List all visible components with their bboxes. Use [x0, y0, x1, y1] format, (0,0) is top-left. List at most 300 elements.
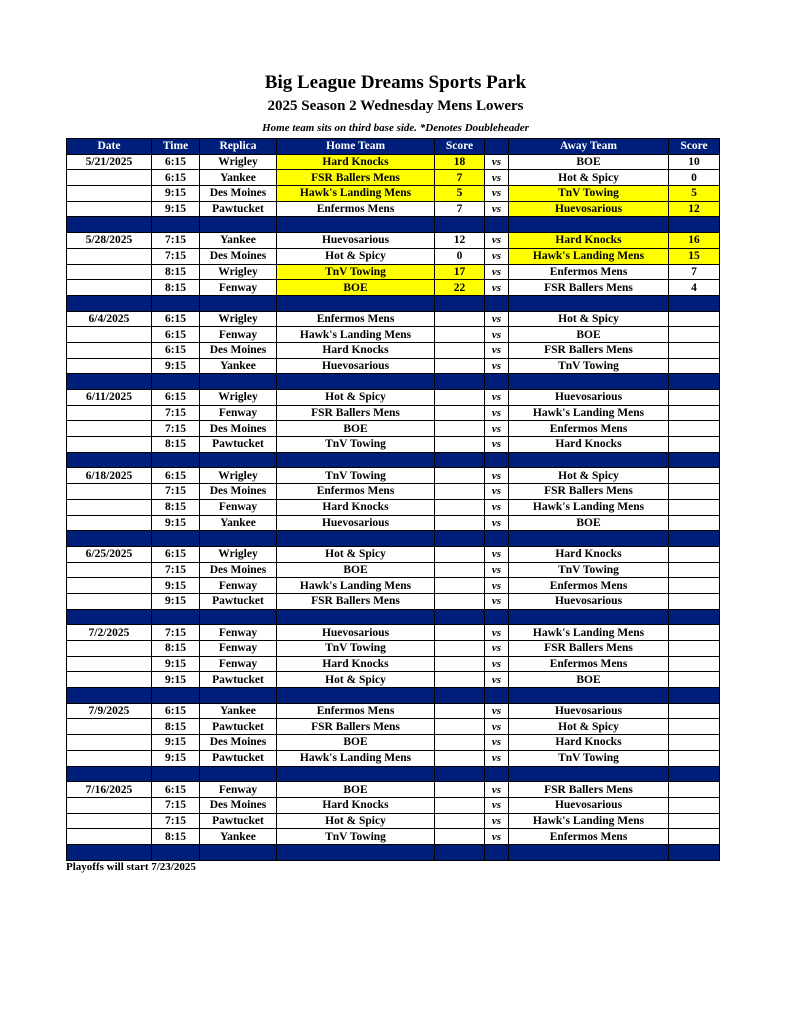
away-score	[669, 750, 720, 766]
field-name: Pawtucket	[200, 750, 277, 766]
away-team: BOE	[509, 154, 669, 170]
separator-cell	[485, 766, 509, 782]
home-team: Hard Knocks	[277, 499, 435, 515]
game-time: 7:15	[152, 248, 200, 264]
game-time: 6:15	[152, 154, 200, 170]
home-score	[435, 484, 485, 500]
game-row	[67, 641, 720, 657]
away-team: Hard Knocks	[509, 233, 669, 249]
away-score	[669, 797, 720, 813]
game-date: 6/11/2025	[67, 390, 152, 406]
game-date	[67, 342, 152, 358]
game-time: 9:15	[152, 750, 200, 766]
game-time: 9:15	[152, 656, 200, 672]
separator-cell	[152, 295, 200, 311]
column-header-home-score: Score	[435, 139, 485, 155]
field-name: Fenway	[200, 578, 277, 594]
field-name: Yankee	[200, 829, 277, 845]
separator-cell	[67, 374, 152, 390]
field-name: Yankee	[200, 233, 277, 249]
game-date	[67, 201, 152, 217]
game-row	[67, 672, 720, 688]
away-team: Enfermos Mens	[509, 829, 669, 845]
away-team: Hot & Spicy	[509, 468, 669, 484]
away-score	[669, 437, 720, 453]
separator-cell	[152, 609, 200, 625]
home-team: TnV Towing	[277, 829, 435, 845]
separator-cell	[435, 766, 485, 782]
home-score	[435, 342, 485, 358]
home-team: FSR Ballers Mens	[277, 593, 435, 609]
away-score	[669, 719, 720, 735]
vs-label: vs	[485, 468, 509, 484]
away-team: FSR Ballers Mens	[509, 782, 669, 798]
game-row	[67, 201, 720, 217]
home-score	[435, 515, 485, 531]
field-name: Pawtucket	[200, 593, 277, 609]
game-row	[67, 170, 720, 186]
separator-cell	[509, 374, 669, 390]
field-name: Des Moines	[200, 484, 277, 500]
vs-label: vs	[485, 562, 509, 578]
home-score: 7	[435, 201, 485, 217]
game-time: 6:15	[152, 327, 200, 343]
schedule-table	[66, 138, 720, 861]
separator-cell	[200, 609, 277, 625]
separator-cell	[435, 844, 485, 860]
separator-cell	[152, 374, 200, 390]
home-score: 22	[435, 280, 485, 296]
away-score	[669, 578, 720, 594]
vs-label: vs	[485, 625, 509, 641]
game-date	[67, 593, 152, 609]
field-name: Yankee	[200, 703, 277, 719]
game-row	[67, 829, 720, 845]
vs-label: vs	[485, 672, 509, 688]
away-score	[669, 342, 720, 358]
home-score	[435, 437, 485, 453]
away-score	[669, 515, 720, 531]
vs-label: vs	[485, 154, 509, 170]
game-date	[67, 421, 152, 437]
vs-label: vs	[485, 390, 509, 406]
separator-cell	[485, 295, 509, 311]
separator-cell	[67, 609, 152, 625]
game-date	[67, 405, 152, 421]
game-time: 8:15	[152, 641, 200, 657]
away-score	[669, 829, 720, 845]
vs-label: vs	[485, 593, 509, 609]
home-team: TnV Towing	[277, 641, 435, 657]
home-team: Enfermos Mens	[277, 311, 435, 327]
home-team: Hot & Spicy	[277, 248, 435, 264]
home-team: Enfermos Mens	[277, 484, 435, 500]
separator-cell	[277, 844, 435, 860]
separator-cell	[200, 531, 277, 547]
separator-cell	[435, 374, 485, 390]
game-row	[67, 342, 720, 358]
field-name: Yankee	[200, 170, 277, 186]
field-name: Wrigley	[200, 390, 277, 406]
game-row	[67, 656, 720, 672]
separator-cell	[435, 609, 485, 625]
game-date	[67, 829, 152, 845]
away-score	[669, 311, 720, 327]
home-team: TnV Towing	[277, 437, 435, 453]
separator-cell	[277, 531, 435, 547]
game-date	[67, 499, 152, 515]
separator-cell	[67, 295, 152, 311]
separator-cell	[435, 217, 485, 233]
game-row	[67, 562, 720, 578]
game-date	[67, 248, 152, 264]
separator-cell	[669, 766, 720, 782]
separator-cell	[67, 766, 152, 782]
game-date: 6/4/2025	[67, 311, 152, 327]
vs-label: vs	[485, 656, 509, 672]
separator-cell	[509, 452, 669, 468]
home-team: BOE	[277, 782, 435, 798]
away-team: FSR Ballers Mens	[509, 484, 669, 500]
vs-label: vs	[485, 342, 509, 358]
header-row	[67, 139, 720, 155]
home-score	[435, 797, 485, 813]
game-row	[67, 405, 720, 421]
vs-label: vs	[485, 578, 509, 594]
game-row	[67, 233, 720, 249]
home-score	[435, 327, 485, 343]
game-row	[67, 515, 720, 531]
away-team: Hard Knocks	[509, 546, 669, 562]
separator-cell	[277, 452, 435, 468]
home-team: BOE	[277, 421, 435, 437]
home-team: FSR Ballers Mens	[277, 405, 435, 421]
game-date	[67, 797, 152, 813]
game-row	[67, 797, 720, 813]
game-row	[67, 813, 720, 829]
separator-cell	[67, 531, 152, 547]
game-row	[67, 546, 720, 562]
away-team: Hot & Spicy	[509, 719, 669, 735]
away-team: TnV Towing	[509, 358, 669, 374]
column-header-time: Time	[152, 139, 200, 155]
away-team: BOE	[509, 672, 669, 688]
game-time: 6:15	[152, 342, 200, 358]
game-date: 6/18/2025	[67, 468, 152, 484]
game-date	[67, 437, 152, 453]
separator-cell	[669, 688, 720, 704]
away-score	[669, 641, 720, 657]
separator-cell	[277, 295, 435, 311]
home-team: Enfermos Mens	[277, 201, 435, 217]
vs-label: vs	[485, 719, 509, 735]
home-score	[435, 782, 485, 798]
game-row	[67, 484, 720, 500]
separator-cell	[200, 452, 277, 468]
vs-label: vs	[485, 703, 509, 719]
game-date	[67, 264, 152, 280]
away-team: BOE	[509, 515, 669, 531]
separator-cell	[435, 295, 485, 311]
away-score	[669, 813, 720, 829]
field-name: Des Moines	[200, 248, 277, 264]
game-date: 5/28/2025	[67, 233, 152, 249]
home-score	[435, 719, 485, 735]
week-separator	[67, 844, 720, 860]
vs-label: vs	[485, 437, 509, 453]
home-team: Huevosarious	[277, 625, 435, 641]
vs-label: vs	[485, 201, 509, 217]
game-time: 7:15	[152, 233, 200, 249]
separator-cell	[200, 374, 277, 390]
vs-label: vs	[485, 186, 509, 202]
home-score	[435, 499, 485, 515]
game-date	[67, 280, 152, 296]
field-name: Pawtucket	[200, 201, 277, 217]
game-time: 7:15	[152, 625, 200, 641]
week-separator	[67, 609, 720, 625]
separator-cell	[435, 531, 485, 547]
game-time: 6:15	[152, 390, 200, 406]
home-score	[435, 703, 485, 719]
away-team: Hawk's Landing Mens	[509, 248, 669, 264]
game-row	[67, 703, 720, 719]
game-time: 6:15	[152, 468, 200, 484]
home-score	[435, 468, 485, 484]
separator-cell	[485, 844, 509, 860]
away-score: 16	[669, 233, 720, 249]
field-name: Des Moines	[200, 421, 277, 437]
away-score: 0	[669, 170, 720, 186]
separator-cell	[509, 295, 669, 311]
game-row	[67, 154, 720, 170]
separator-cell	[669, 844, 720, 860]
field-name: Pawtucket	[200, 813, 277, 829]
game-date: 6/25/2025	[67, 546, 152, 562]
game-time: 8:15	[152, 829, 200, 845]
home-team: Hot & Spicy	[277, 390, 435, 406]
column-header-date: Date	[67, 139, 152, 155]
home-score	[435, 672, 485, 688]
away-score	[669, 562, 720, 578]
away-score	[669, 735, 720, 751]
week-separator	[67, 374, 720, 390]
week-separator	[67, 452, 720, 468]
vs-label: vs	[485, 499, 509, 515]
game-date	[67, 186, 152, 202]
home-score: 18	[435, 154, 485, 170]
vs-label: vs	[485, 829, 509, 845]
field-name: Wrigley	[200, 264, 277, 280]
game-date	[67, 562, 152, 578]
game-time: 6:15	[152, 703, 200, 719]
game-date	[67, 656, 152, 672]
game-row	[67, 264, 720, 280]
home-team: Huevosarious	[277, 515, 435, 531]
game-time: 9:15	[152, 201, 200, 217]
separator-cell	[669, 609, 720, 625]
game-row	[67, 186, 720, 202]
field-name: Wrigley	[200, 311, 277, 327]
home-team: Hard Knocks	[277, 656, 435, 672]
column-header-away-score: Score	[669, 139, 720, 155]
game-row	[67, 750, 720, 766]
vs-label: vs	[485, 641, 509, 657]
separator-cell	[152, 688, 200, 704]
away-team: Huevosarious	[509, 703, 669, 719]
away-team: Enfermos Mens	[509, 264, 669, 280]
game-date	[67, 735, 152, 751]
home-score	[435, 311, 485, 327]
page-subtitle: 2025 Season 2 Wednesday Mens Lowers	[267, 98, 524, 114]
game-date	[67, 327, 152, 343]
home-team: Hot & Spicy	[277, 672, 435, 688]
field-name: Fenway	[200, 625, 277, 641]
away-team: Hawk's Landing Mens	[509, 625, 669, 641]
field-name: Des Moines	[200, 735, 277, 751]
away-team: Hawk's Landing Mens	[509, 405, 669, 421]
separator-cell	[669, 374, 720, 390]
separator-cell	[200, 688, 277, 704]
separator-cell	[509, 844, 669, 860]
separator-cell	[509, 766, 669, 782]
away-score	[669, 405, 720, 421]
field-name: Fenway	[200, 782, 277, 798]
field-name: Des Moines	[200, 342, 277, 358]
field-name: Pawtucket	[200, 437, 277, 453]
separator-cell	[669, 531, 720, 547]
away-score	[669, 327, 720, 343]
home-team: Hawk's Landing Mens	[277, 750, 435, 766]
separator-cell	[200, 766, 277, 782]
separator-cell	[200, 844, 277, 860]
away-team: BOE	[509, 327, 669, 343]
home-score: 5	[435, 186, 485, 202]
separator-cell	[277, 688, 435, 704]
game-time: 9:15	[152, 593, 200, 609]
game-date	[67, 750, 152, 766]
game-row	[67, 421, 720, 437]
away-score	[669, 546, 720, 562]
game-time: 8:15	[152, 499, 200, 515]
separator-cell	[509, 609, 669, 625]
game-time: 9:15	[152, 186, 200, 202]
vs-label: vs	[485, 546, 509, 562]
game-time: 6:15	[152, 782, 200, 798]
game-date	[67, 641, 152, 657]
home-team: FSR Ballers Mens	[277, 719, 435, 735]
field-name: Yankee	[200, 358, 277, 374]
separator-cell	[67, 844, 152, 860]
separator-cell	[485, 609, 509, 625]
home-score: 0	[435, 248, 485, 264]
away-team: Enfermos Mens	[509, 656, 669, 672]
home-team: Hard Knocks	[277, 342, 435, 358]
separator-cell	[669, 217, 720, 233]
game-time: 7:15	[152, 484, 200, 500]
away-team: Hawk's Landing Mens	[509, 499, 669, 515]
game-date	[67, 358, 152, 374]
game-time: 7:15	[152, 797, 200, 813]
game-date	[67, 813, 152, 829]
column-header-home-team: Home Team	[277, 139, 435, 155]
game-time: 9:15	[152, 735, 200, 751]
home-score: 17	[435, 264, 485, 280]
home-score	[435, 578, 485, 594]
game-time: 8:15	[152, 264, 200, 280]
week-separator	[67, 766, 720, 782]
page-title: Big League Dreams Sports Park	[264, 72, 527, 93]
game-time: 8:15	[152, 719, 200, 735]
game-row	[67, 782, 720, 798]
away-score	[669, 390, 720, 406]
game-row	[67, 437, 720, 453]
away-team: Hot & Spicy	[509, 311, 669, 327]
separator-cell	[435, 688, 485, 704]
vs-label: vs	[485, 170, 509, 186]
separator-cell	[669, 295, 720, 311]
vs-label: vs	[485, 515, 509, 531]
field-name: Des Moines	[200, 797, 277, 813]
game-time: 9:15	[152, 358, 200, 374]
field-name: Fenway	[200, 405, 277, 421]
vs-label: vs	[485, 735, 509, 751]
home-score	[435, 829, 485, 845]
game-time: 7:15	[152, 562, 200, 578]
game-date: 5/21/2025	[67, 154, 152, 170]
vs-label: vs	[485, 358, 509, 374]
home-team: Hot & Spicy	[277, 813, 435, 829]
separator-cell	[485, 374, 509, 390]
away-team: Huevosarious	[509, 201, 669, 217]
field-name: Des Moines	[200, 186, 277, 202]
away-score: 12	[669, 201, 720, 217]
home-team: BOE	[277, 735, 435, 751]
game-date	[67, 578, 152, 594]
game-row	[67, 719, 720, 735]
separator-cell	[152, 844, 200, 860]
vs-label: vs	[485, 311, 509, 327]
away-score: 4	[669, 280, 720, 296]
field-name: Yankee	[200, 515, 277, 531]
away-team: Hot & Spicy	[509, 170, 669, 186]
game-row	[67, 327, 720, 343]
separator-cell	[152, 217, 200, 233]
home-team: FSR Ballers Mens	[277, 170, 435, 186]
away-score: 7	[669, 264, 720, 280]
field-name: Pawtucket	[200, 672, 277, 688]
separator-cell	[67, 452, 152, 468]
game-date	[67, 719, 152, 735]
away-score	[669, 672, 720, 688]
home-team: Enfermos Mens	[277, 703, 435, 719]
away-team: TnV Towing	[509, 186, 669, 202]
separator-cell	[277, 609, 435, 625]
separator-cell	[277, 766, 435, 782]
home-team: Huevosarious	[277, 233, 435, 249]
home-team: TnV Towing	[277, 468, 435, 484]
game-time: 7:15	[152, 813, 200, 829]
schedule-body	[67, 154, 720, 860]
game-time: 8:15	[152, 280, 200, 296]
week-separator	[67, 688, 720, 704]
game-time: 9:15	[152, 515, 200, 531]
vs-label: vs	[485, 233, 509, 249]
game-time: 9:15	[152, 578, 200, 594]
game-row	[67, 735, 720, 751]
game-row	[67, 625, 720, 641]
game-row	[67, 593, 720, 609]
